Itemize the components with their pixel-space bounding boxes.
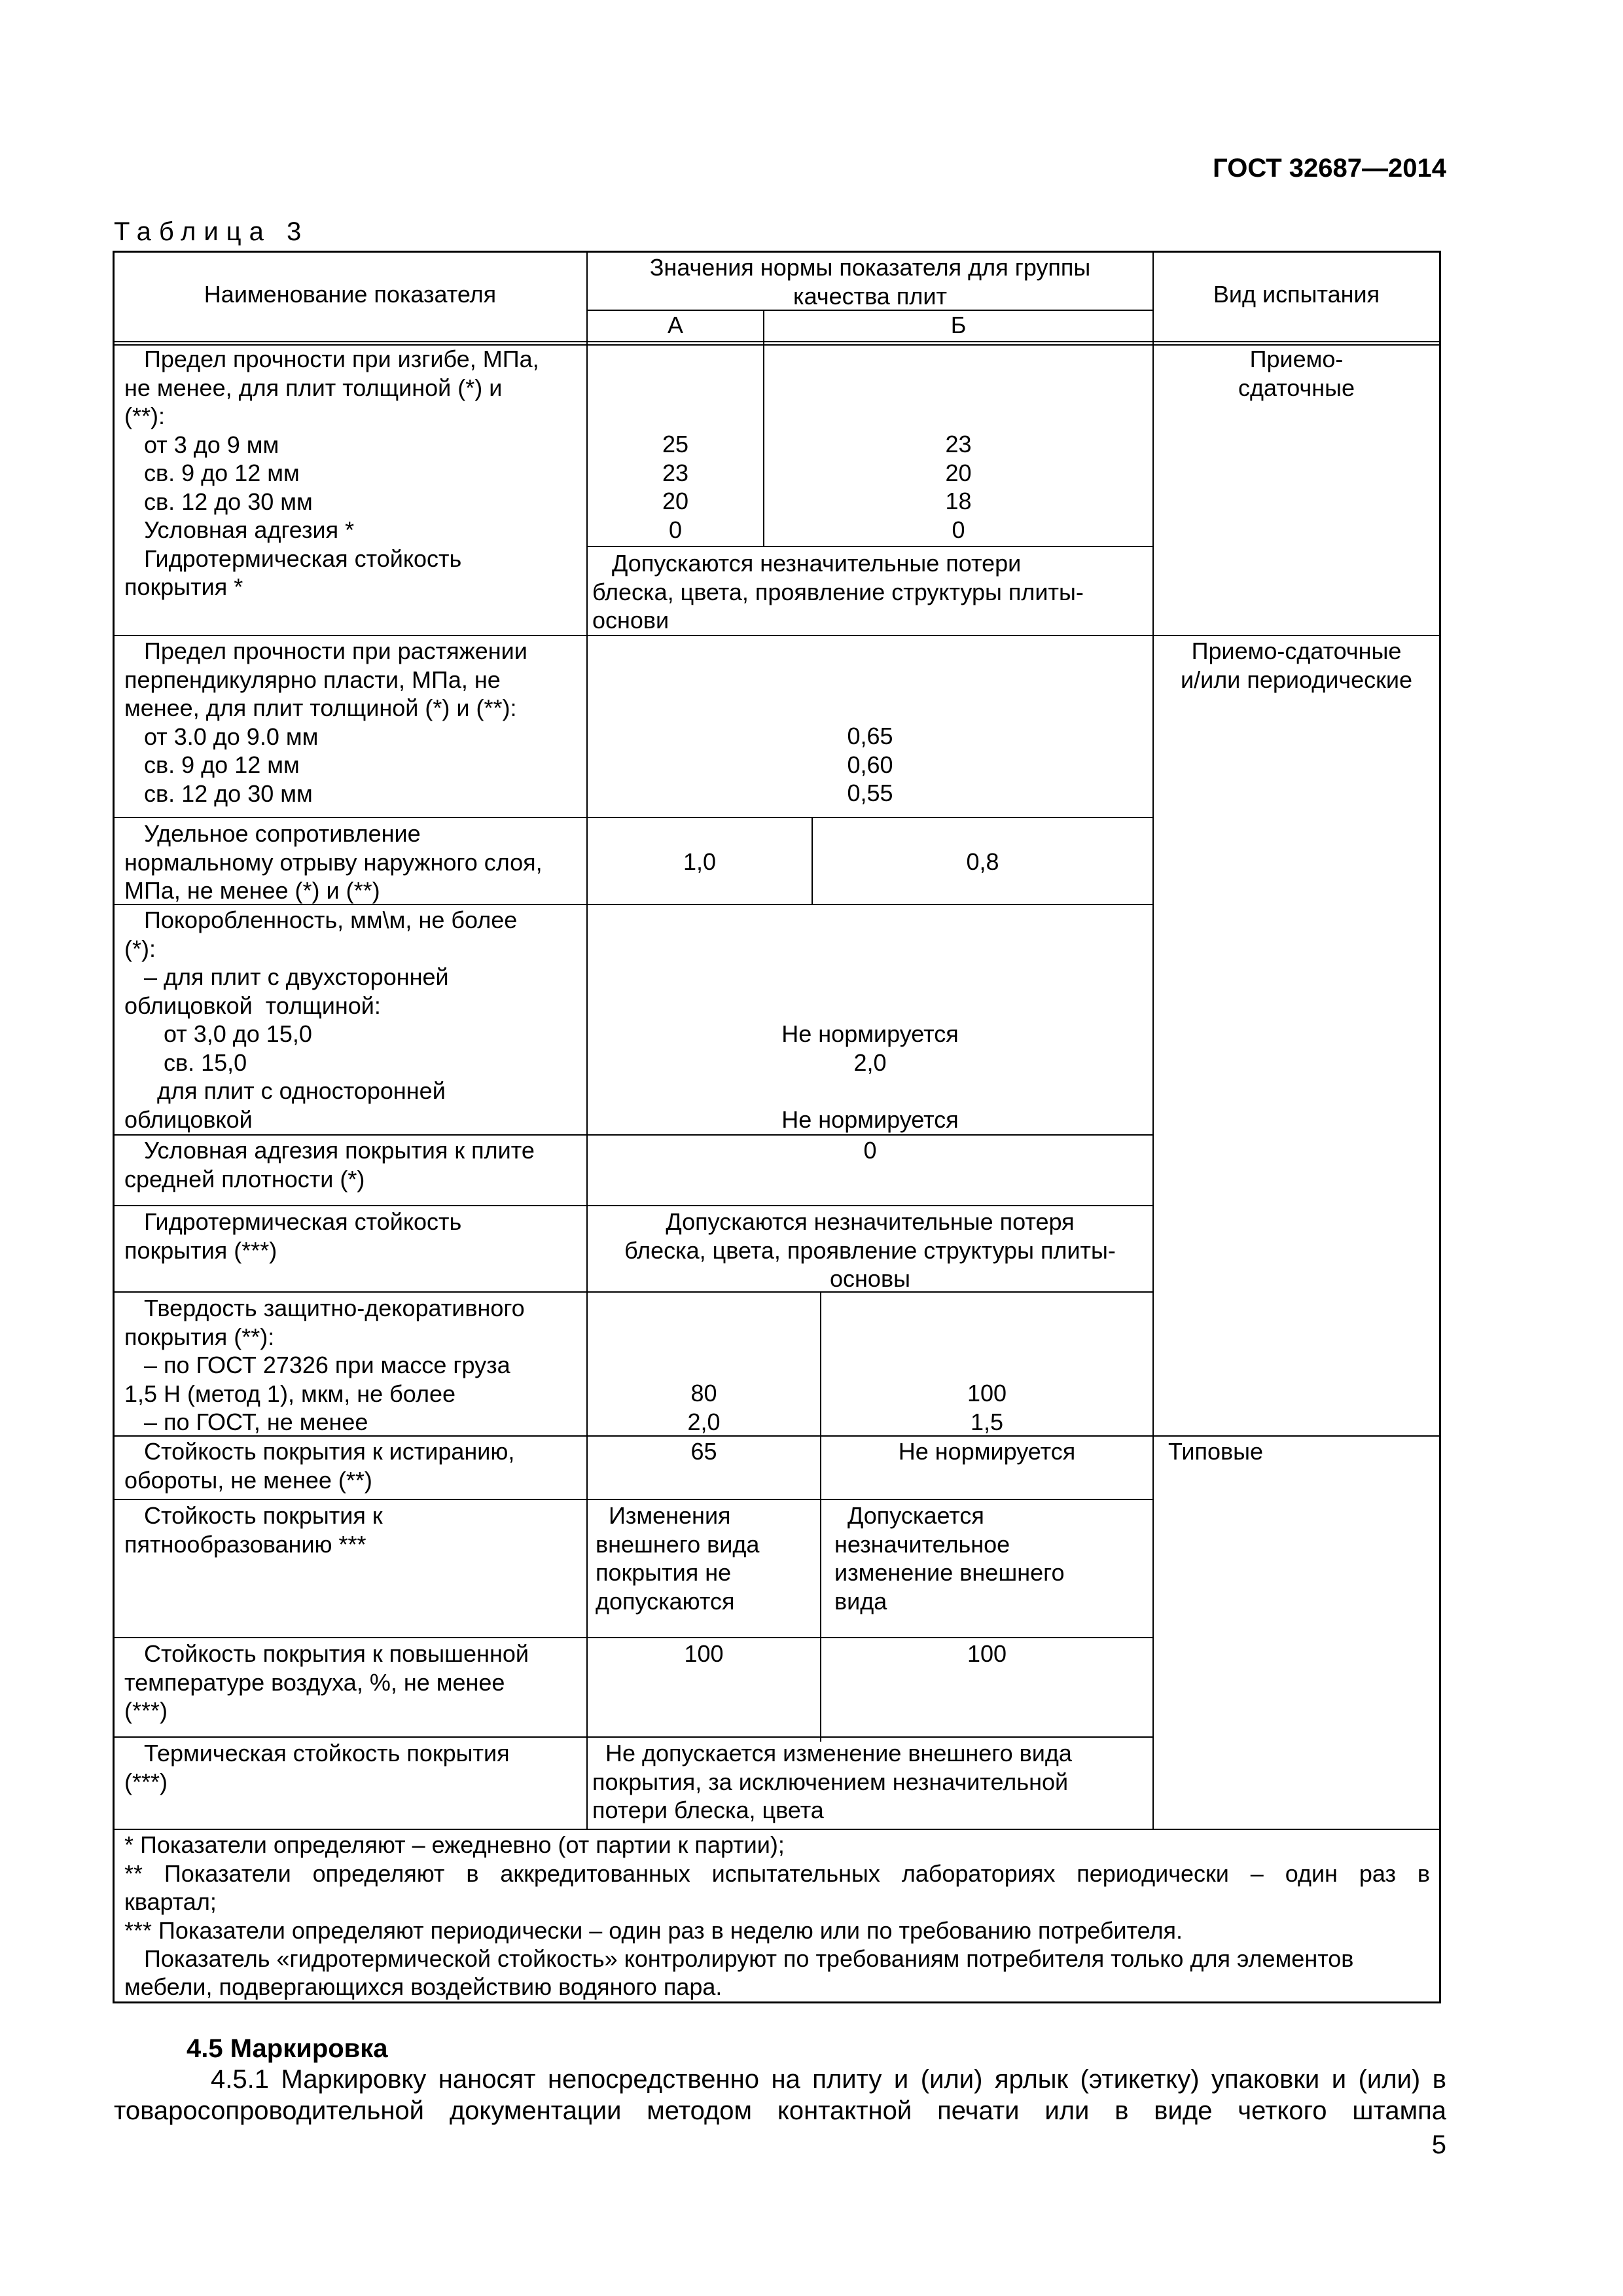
header-norm: Значения нормы показателя для группы качества плит	[649, 254, 1091, 310]
r1-test: Приемо- сдаточные	[1238, 346, 1355, 401]
paragraph-line-2: товаросопроводительной документации методом контактной печати или в виде четкого штампа	[114, 2096, 1446, 2125]
r11-val: Не допускается изменение внешнего вида покрытия, за исключением незначительной потери блеска, цвета	[592, 1740, 1072, 1823]
table-border-left	[113, 251, 115, 2003]
r7-name: Твердость защитно-декоративного покрытия (**): – по ГОСТ 27326 при массе груза 1,5 Н (метод 1), мкм, не более – по ГОСТ, не менее	[124, 1295, 525, 1435]
r2-test: Приемо-сдаточные и/или периодические	[1181, 637, 1412, 693]
r8-name: Стойкость покрытия к истиранию, обороты, не менее (**)	[124, 1438, 515, 1494]
r5-val: 0	[863, 1137, 877, 1164]
r9-name: Стойкость покрытия к пятнообразованию ***	[124, 1502, 383, 1558]
r1-b: 23 20 18 0	[945, 431, 972, 543]
table-border-top	[113, 251, 1441, 253]
r4-val: Не нормируется 2,0 Не нормируется	[781, 1020, 959, 1133]
r6-name: Гидротермическая стойкость покрытия (***)	[124, 1208, 462, 1264]
r3-b: 0,8	[966, 848, 999, 875]
r7-ab-divider	[820, 1292, 821, 1742]
footnote-4-line-2: мебели, подвергающихся воздействию водяного пара.	[124, 1973, 722, 2000]
row-line-4	[113, 1134, 1153, 1136]
table-border-right	[1439, 251, 1441, 2003]
row-line-10	[113, 1736, 1153, 1738]
section-paragraph	[114, 2064, 1446, 2126]
r5-name: Условная адгезия покрытия к плите средней плотности (*)	[124, 1137, 535, 1193]
r1-merged-top	[587, 546, 1153, 547]
footnote-2-line-2: квартал;	[124, 1888, 217, 1915]
header-bottom-line	[113, 341, 1441, 342]
r7-b: 100 1,5	[967, 1380, 1007, 1435]
header-group-b: Б	[950, 312, 967, 338]
row-line-9	[113, 1637, 1153, 1638]
table-border-bottom	[113, 2001, 1441, 2003]
row-line-2	[113, 817, 1153, 818]
row-line-1	[113, 635, 1441, 636]
r1-name: Предел прочности при изгибе, МПа, не менее, для плит толщиной (*) и (**): от 3 до 9 мм св. 9 до 12 мм св. 12 до 30 мм Условная адгезия * Гидротермическая стойкость покрытия *	[124, 346, 539, 600]
r9-a: Изменения внешнего вида покрытия не допускаются	[596, 1502, 760, 1615]
footnote-4-line-1: Показатель «гидротермической стойкость» контролируют по требованиям потребителя только для элементов	[124, 1945, 1354, 1972]
r6-val: Допускаются незначительные потеря блеска, цвета, проявление структуры плиты- основы	[624, 1208, 1116, 1292]
r8-test: Типовые	[1168, 1438, 1264, 1465]
r10-b: 100	[967, 1640, 1007, 1667]
r2-val: 0,65 0,60 0,55	[847, 723, 893, 806]
r4-name: Покоробленность, мм\м, не более (*): – для плит с двухсторонней облицовкой толщиной: от 3,0 до 15,0 св. 15,0 для плит с односторонней облицовкой	[124, 906, 518, 1133]
header-name: Наименование показателя	[204, 281, 497, 308]
r9-b: Допускается незначительное изменение внешнего вида	[834, 1502, 1065, 1615]
r10-a: 100	[684, 1640, 724, 1667]
section-heading: 4.5 Маркировка	[187, 2034, 388, 2063]
paragraph-line-1: 4.5.1 Маркировку наносят непосредственно на плиту и (или) ярлык (этикетку) упаковки и (или) в	[114, 2065, 1446, 2094]
r1-merged: Допускаются незначительные потери блеска, цвета, проявление структуры плиты- основи	[592, 550, 1084, 634]
table-caption: Таблица 3	[114, 217, 310, 246]
r2-name: Предел прочности при растяжении перпендикулярно пласти, МПа, не менее, для плит толщиной (*) и (**): от 3.0 до 9.0 мм св. 9 до 12 мм св. 12 до 30 мм	[124, 637, 527, 807]
r11-name: Термическая стойкость покрытия (***)	[124, 1740, 510, 1795]
r8-a: 65	[690, 1438, 717, 1465]
header-group-a: А	[667, 312, 683, 338]
header-test: Вид испытания	[1213, 281, 1380, 308]
page-number: 5	[1431, 2130, 1446, 2159]
footnote-1: * Показатели определяют – ежедневно (от партии к партии);	[124, 1831, 785, 1858]
r8-b: Не нормируется	[898, 1438, 1076, 1465]
r3-a: 1,0	[683, 848, 717, 875]
row-line-5	[113, 1205, 1153, 1206]
r1-a: 25 23 20 0	[662, 431, 689, 543]
r7-a: 80 2,0	[687, 1380, 721, 1435]
footnote-3: *** Показатели определяют периодически – один раз в неделю или по требованию потребителя.	[124, 1917, 1183, 1944]
row-line-8	[113, 1499, 1153, 1500]
r3-name: Удельное сопротивление нормальному отрыву наружного слоя, МПа, не менее (*) и (**)	[124, 820, 543, 904]
r10-name: Стойкость покрытия к повышенной температуре воздуха, %, не менее (***)	[124, 1640, 529, 1724]
footnote-2-line-1: ** Показатели определяют в аккредитованных испытательных лабораториях периодически – один раз в	[124, 1860, 1430, 1887]
row-line-11	[113, 1829, 1441, 1830]
standard-number: ГОСТ 32687—2014	[1213, 154, 1446, 183]
col-divider-3	[1152, 251, 1154, 1829]
